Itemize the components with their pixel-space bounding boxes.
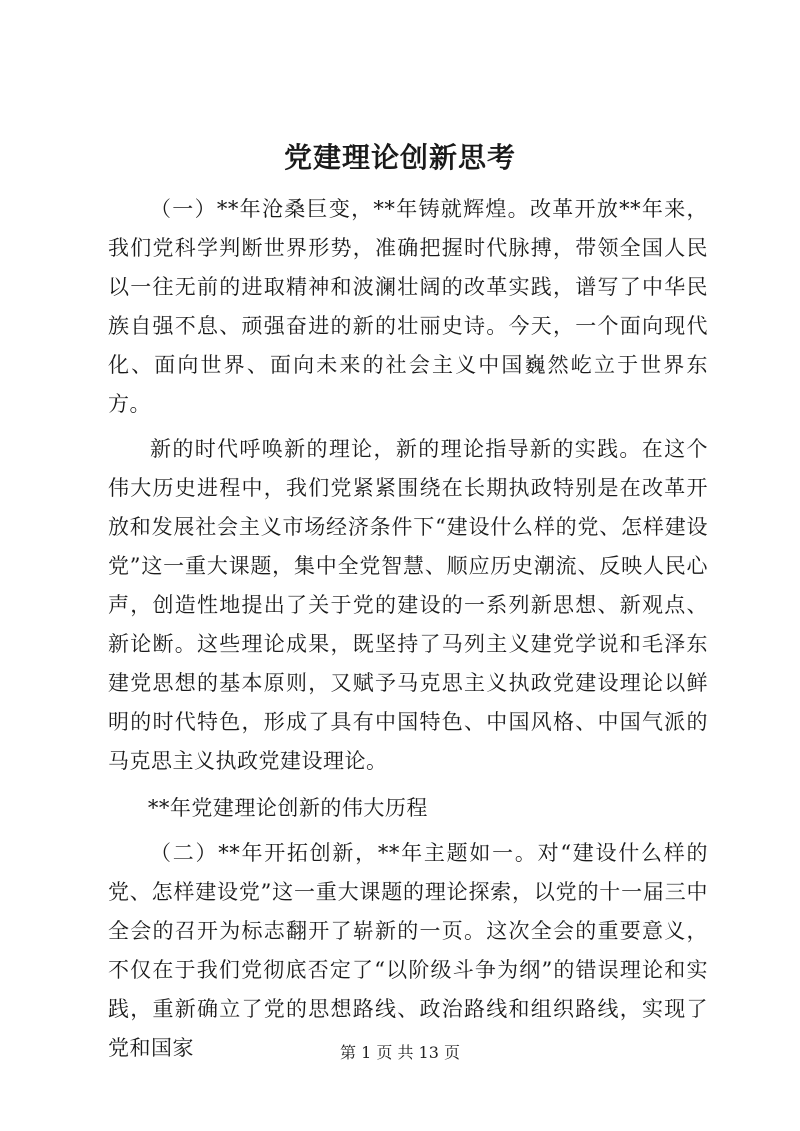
paragraph-2: 新的时代呼唤新的理论，新的理论指导新的实践。在这个伟大历史进程中，我们党紧紧围绕在长期执政特别是在改革开放和发展社会主义市场经济条件下“建设什么样的党、怎样建设党”这一重大课题，集中全党智慧、顺应历史潮流、反映人民心声，创造性地提出了关于党的建设的一系列新思想、新观点、新论断。这些理论成果，既坚持了马列主义建党学说和毛泽东建党思想的基本原则，又赋予马克思主义执政党建设理论以鲜明的时代特色，形成了具有中国特色、中国风格、中国气派的马克思主义执政党建设理论。	[108, 437, 708, 773]
document-body	[108, 190, 708, 1068]
page-number-footer: 第 1 页 共 13 页	[340, 1043, 460, 1062]
document-title: 党建理论创新思考	[283, 141, 516, 174]
paragraph-1: （一）**年沧桑巨变，**年铸就辉煌。改革开放**年来，我们党科学判断世界形势，准确把握时代脉搏，带领全国人民以一往无前的进取精神和波澜壮阔的改革实践，谱写了中华民族自强不息、顽强奋进的新的壮丽史诗。今天，一个面向现代化、面向世界、面向未来的社会主义中国巍然屹立于世界东方。	[108, 197, 708, 416]
paragraph-3: （二）**年开拓创新，**年主题如一。对“建设什么样的党、怎样建设党”这一重大课题的理论探索，以党的十一届三中全会的召开为标志翻开了崭新的一页。这次全会的重要意义，不仅在于我们党彻底否定了“以阶级斗争为纲”的错误理论和实践，重新确立了党的思想路线、政治路线和组织路线，实现了党和国家	[108, 841, 708, 1060]
section-heading: **年党建理论创新的伟大历程	[147, 796, 428, 820]
